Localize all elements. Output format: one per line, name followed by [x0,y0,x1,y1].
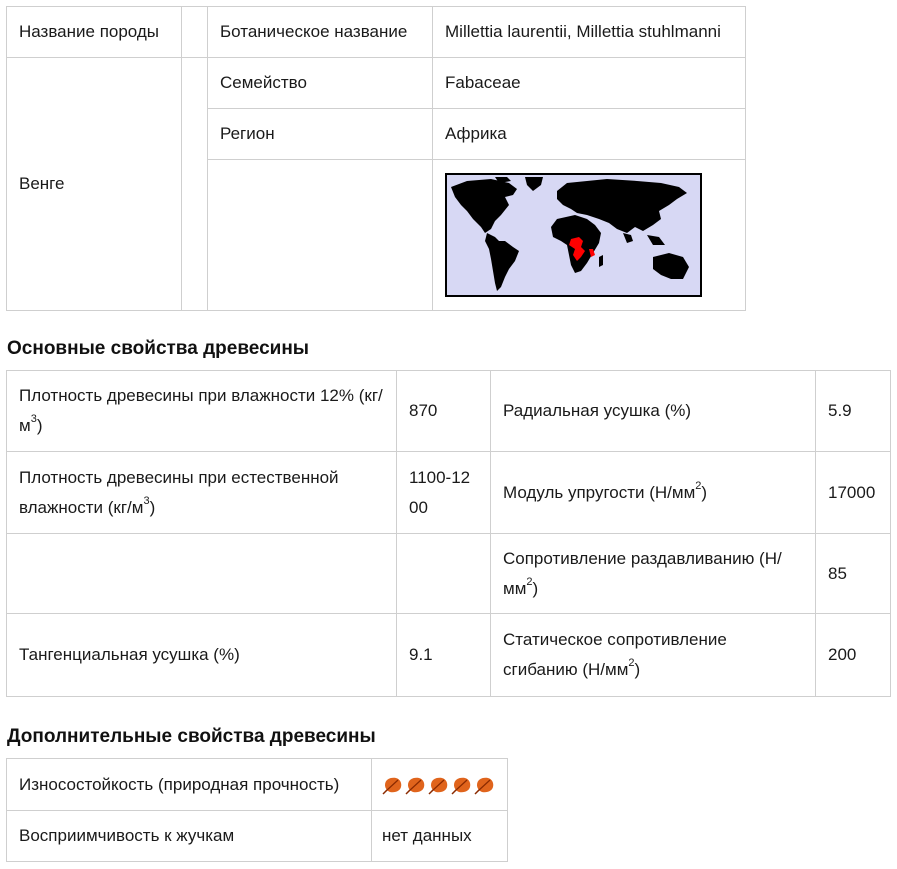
leaf-icon [382,775,404,795]
family-label: Семейство [208,58,433,109]
prop-label: Плотность древесины при влажности 12% $(кг/м^3)$ [7,371,397,452]
region-value: Африка [433,109,746,160]
prop-value: 1100-1200 [397,452,491,534]
prop-label: Плотность древесины при естественной влажности $(кг/м^3)$ [7,452,397,534]
leaf-icon [474,775,496,795]
rating-leaves [382,775,497,794]
prop-value: 5.9 [816,371,891,452]
botanical-name-value: Millettia laurentii, Millettia stuhlmanni [433,7,746,58]
spacer-cell [182,58,208,311]
durability-rating [372,759,508,811]
leaf-icon [405,775,427,795]
prop-value: 85 [816,534,891,614]
durability-label: Износостойкость (природная прочность) [7,759,372,811]
region-label: Регион [208,109,433,160]
prop-value: 9.1 [397,614,491,697]
species-table [6,6,746,311]
world-map-icon [445,173,702,297]
prop-label: Тангенциальная усушка (%) [7,614,397,697]
prop-label: Статическое сопротивление сгибанию $(Н/мм^2)$ [491,614,816,697]
prop-value: 870 [397,371,491,452]
insects-label: Восприимчивость к жучкам [7,811,372,862]
family-value: Fabaceae [433,58,746,109]
prop-label: Сопротивление раздавливанию $(Н/мм^2)$ [491,534,816,614]
map-cell [433,160,746,311]
prop-label [7,534,397,614]
prop-value: 200 [816,614,891,697]
species-name: Венге [7,58,182,311]
extra-properties-heading: Дополнительные свойства древесины [7,726,376,747]
botanical-name-label: Ботаническое название [208,7,433,58]
empty-cell [208,160,433,311]
prop-value [397,534,491,614]
insects-value: нет данных [372,811,508,862]
main-properties-heading: Основные свойства древесины [7,338,310,359]
main-properties-table [6,370,891,697]
prop-label: Модуль упругости $(Н/мм^2)$ [491,452,816,534]
prop-value: 17000 [816,452,891,534]
extra-properties-table [6,758,508,862]
spacer-cell [182,7,208,58]
leaf-icon [428,775,450,795]
leaf-icon [451,775,473,795]
prop-label: Радиальная усушка (%) [491,371,816,452]
species-name-header: Название породы [7,7,182,58]
